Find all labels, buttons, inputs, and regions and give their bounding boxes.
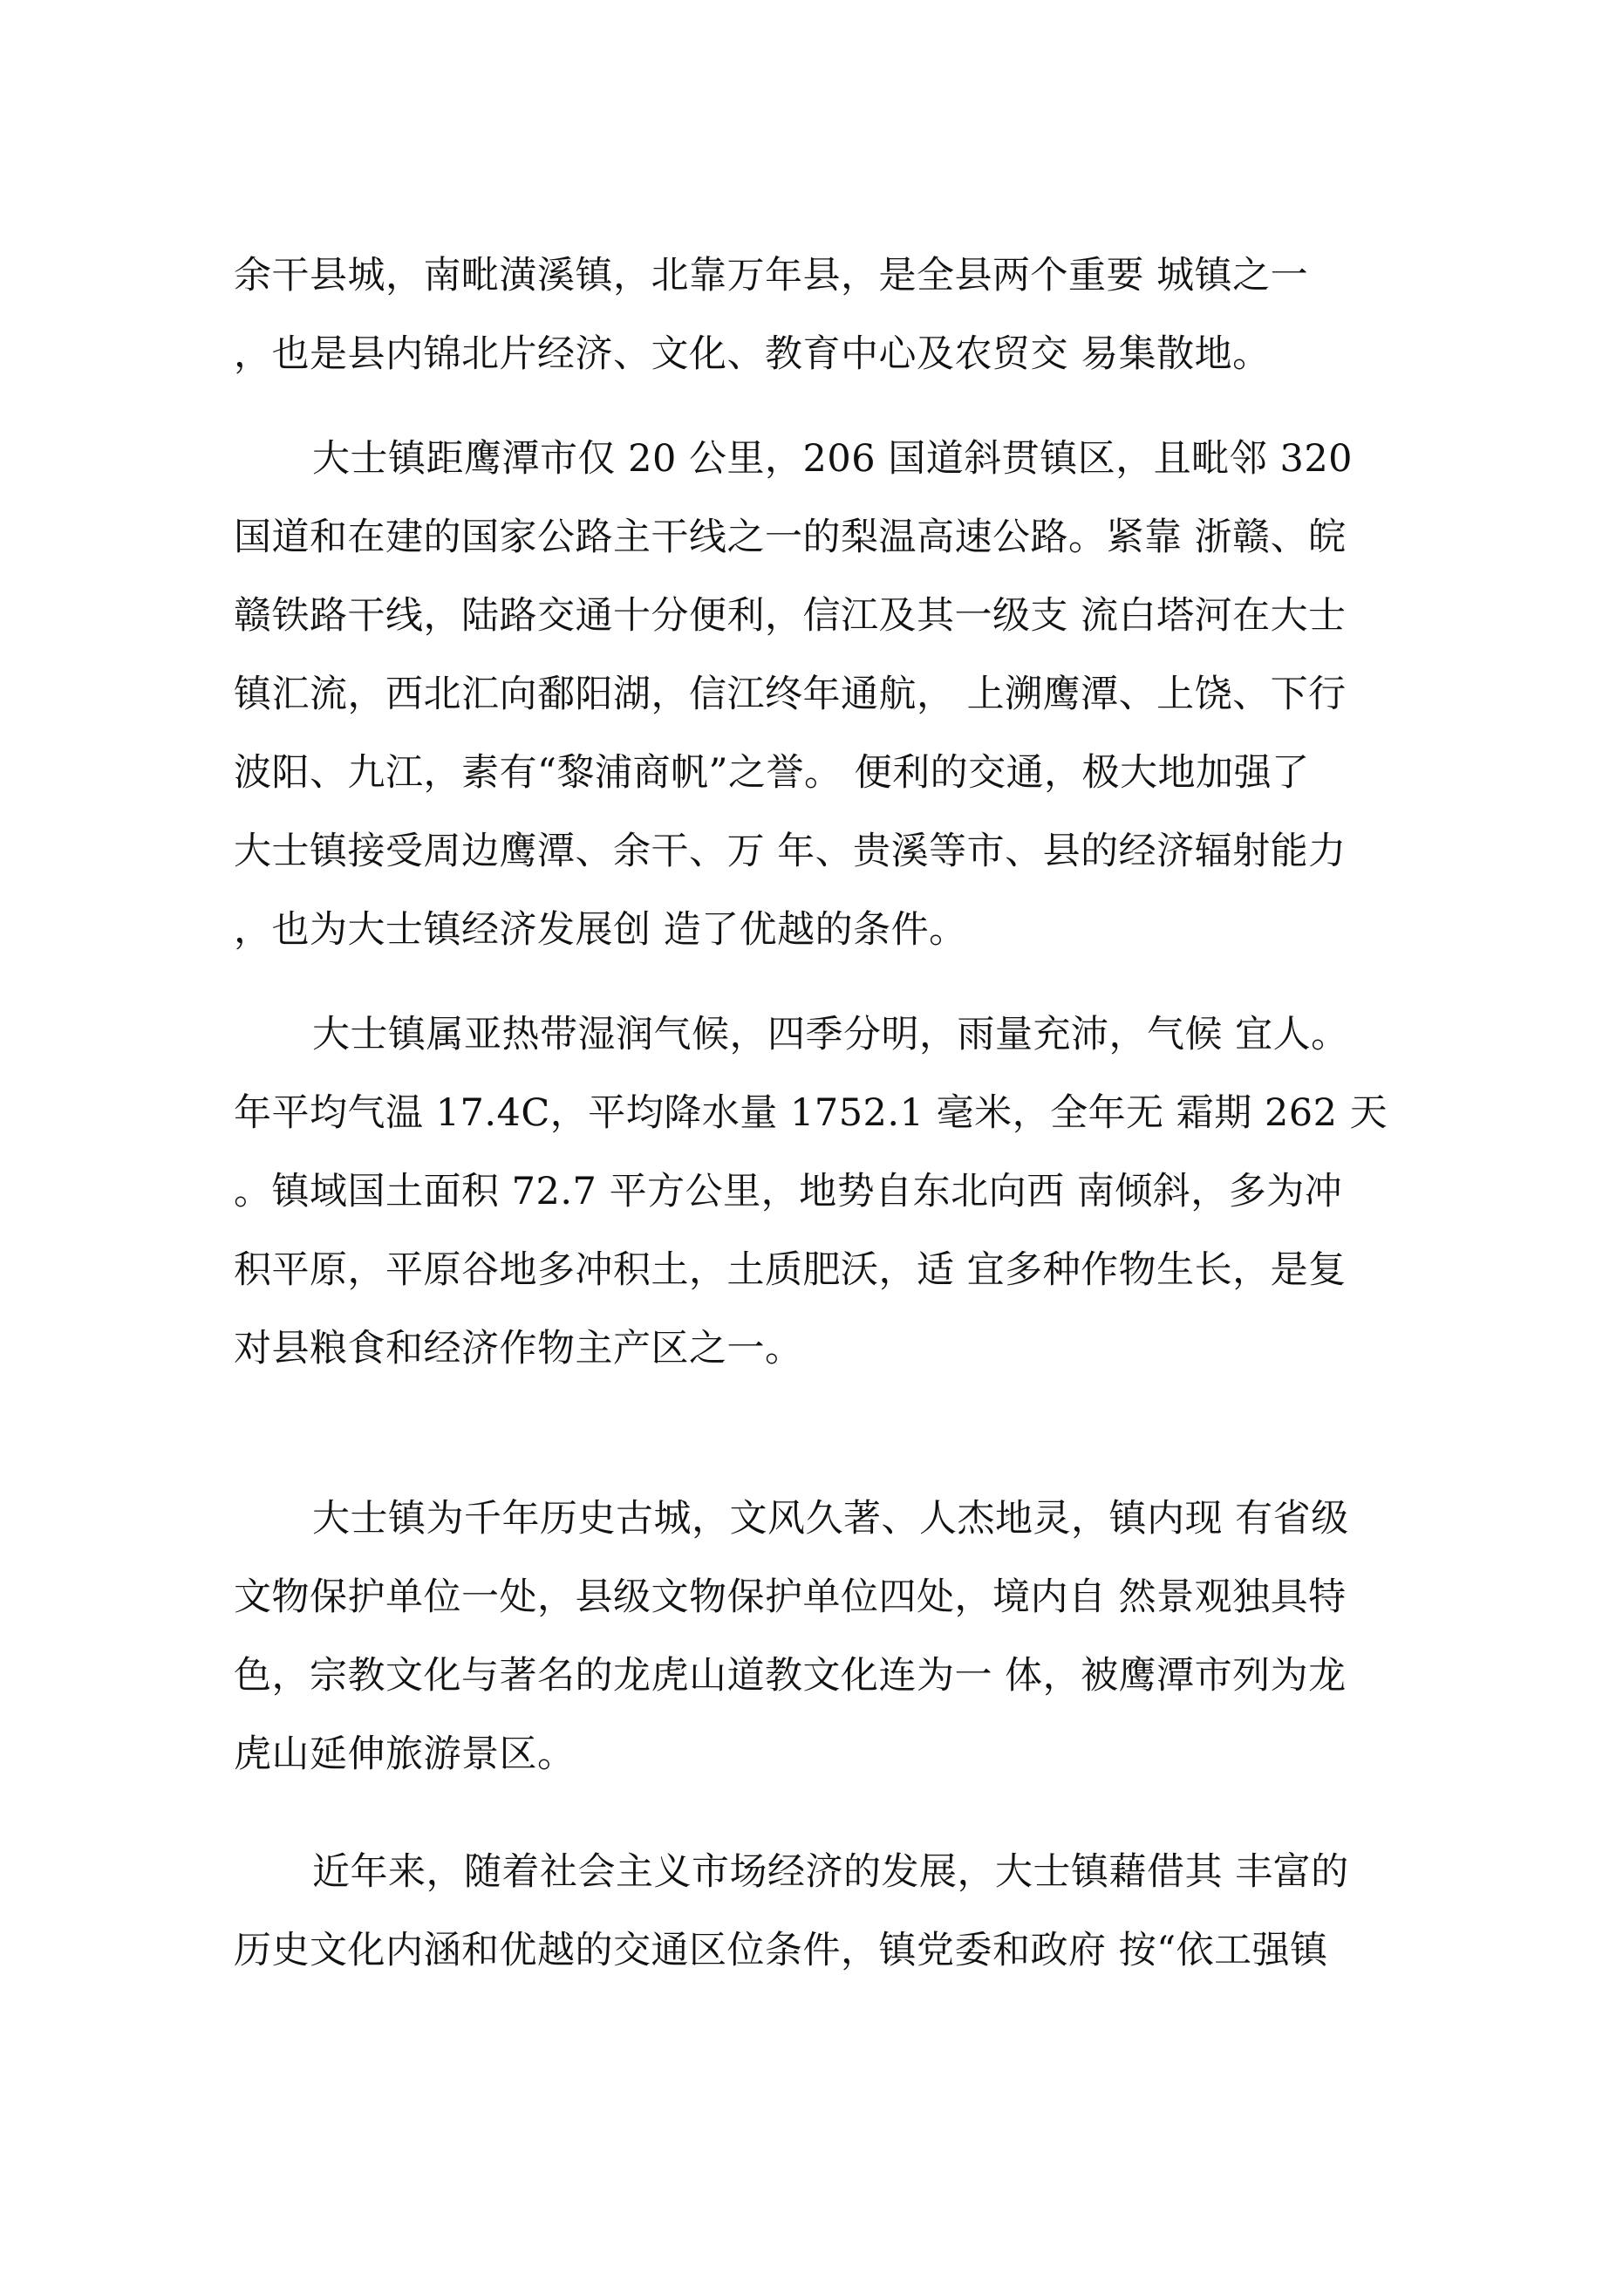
- paragraph-4-line-4: 虎山延伸旅游景区。: [234, 1732, 576, 1776]
- paragraph-2-line-3: 赣铁路干线，陆路交通十分便利，信江及其一级支 流白塔河在大士: [234, 594, 1347, 638]
- paragraph-4-line-2: 文物保护单位一处，县级文物保护单位四处，境内自 然景观独具特: [234, 1575, 1347, 1619]
- paragraph-5-line-1: 近年来，随着社会主义市场经济的发展，大士镇藉借其 丰富的: [312, 1850, 1349, 1894]
- paragraph-4-line-1: 大士镇为千年历史古城，文风久著、人杰地灵，镇内现 有省级: [312, 1497, 1349, 1541]
- paragraph-2-line-4: 镇汇流，西北汇向鄱阳湖，信江终年通航， 上溯鹰潭、上饶、下行: [234, 673, 1347, 716]
- paragraph-1-line-2: ，也是县内锦北片经济、文化、教育中心及农贸交 易集散地。: [234, 332, 1271, 376]
- paragraph-2-line-1: 大士镇距鹰潭市仅 20 公里，206 国道斜贯镇区，且毗邻 320: [312, 437, 1354, 481]
- paragraph-4-line-3: 色，宗教文化与著名的龙虎山道教文化连为一 体，被鹰潭市列为龙: [234, 1654, 1347, 1698]
- paragraph-2-line-7: ，也为大士镇经济发展创 造了优越的条件。: [234, 908, 967, 952]
- paragraph-1-line-1: 余干县城，南毗潢溪镇，北靠万年县，是全县两个重要 城镇之一: [234, 254, 1309, 297]
- paragraph-2-line-6: 大士镇接受周边鹰潭、余干、万 年、贵溪等市、县的经济辐射能力: [234, 830, 1347, 873]
- paragraph-2-line-2: 国道和在建的国家公路主干线之一的梨温高速公路。紧靠 浙赣、皖: [234, 516, 1347, 559]
- paragraph-2-line-5: 波阳、九江，素有“黎浦商帆”之誉。 便利的交通，极大地加强了: [234, 751, 1310, 795]
- paragraph-3-line-3: 。镇域国土面积 72.7 平方公里，地势自东北向西 南倾斜，多为冲: [234, 1170, 1343, 1213]
- paragraph-3-line-2: 年平均气温 17.4C，平均降水量 1752.1 毫米，全年无 霜期 262 天: [234, 1091, 1388, 1135]
- paragraph-3-line-4: 积平原，平原谷地多冲积土，土质肥沃，适 宜多种作物生长，是复: [234, 1248, 1347, 1292]
- paragraph-3-line-1: 大士镇属亚热带湿润气候，四季分明，雨量充沛，气候 宜人。: [312, 1013, 1349, 1056]
- paragraph-5-line-2: 历史文化内涵和优越的交通区位条件，镇党委和政府 按“依工强镇: [234, 1929, 1328, 1972]
- paragraph-3-line-5: 对县粮食和经济作物主产区之一。: [234, 1327, 803, 1370]
